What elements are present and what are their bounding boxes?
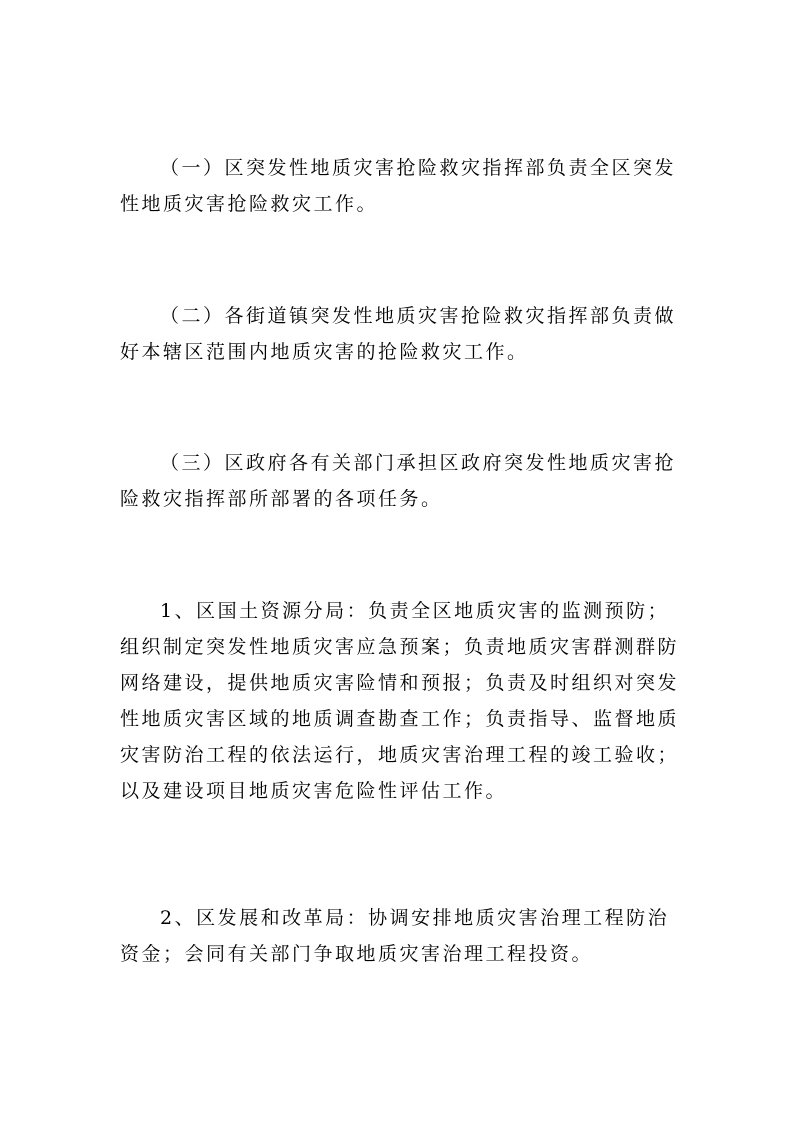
paragraph-line: （三）区政府各有关部门承担区政府突发性地质灾害抢	[160, 452, 677, 474]
paragraph-line: 性地质灾害区域的地质调查勘查工作；负责指导、监督地质	[120, 708, 680, 730]
paragraph-line: 灾害防治工程的依法运行，地质灾害治理工程的竣工验收；	[120, 744, 680, 766]
paragraph-line: （二）各街道镇突发性地质灾害抢险救灾指挥部负责做	[160, 305, 677, 327]
paragraph-line: 险救灾指挥部所部署的各项任务。	[120, 488, 443, 510]
paragraph-line: 2、区发展和改革局：协调安排地质灾害治理工程防治	[160, 907, 670, 929]
paragraph-4	[120, 593, 680, 809]
paragraph-line: 网络建设，提供地质灾害险情和预报；负责及时组织对突发	[120, 672, 680, 694]
paragraph-line: 以及建设项目地质灾害危险性评估工作。	[120, 780, 508, 802]
paragraph-line: 性地质灾害抢险救灾工作。	[120, 193, 379, 215]
paragraph-line: 1、区国土资源分局：负责全区地质灾害的监测预防；	[160, 600, 670, 622]
paragraph-line: 组织制定突发性地质灾害应急预案；负责地质灾害群测群防	[120, 636, 680, 658]
paragraph-line: 资金；会同有关部门争取地质灾害治理工程投资。	[120, 943, 594, 965]
paragraph-2	[120, 298, 680, 370]
paragraph-3	[120, 445, 680, 517]
paragraph-line: （一）区突发性地质灾害抢险救灾指挥部负责全区突发	[160, 157, 677, 179]
paragraph-1	[120, 150, 680, 222]
paragraph-5	[120, 900, 680, 972]
paragraph-line: 好本辖区范围内地质灾害的抢险救灾工作。	[120, 341, 529, 363]
